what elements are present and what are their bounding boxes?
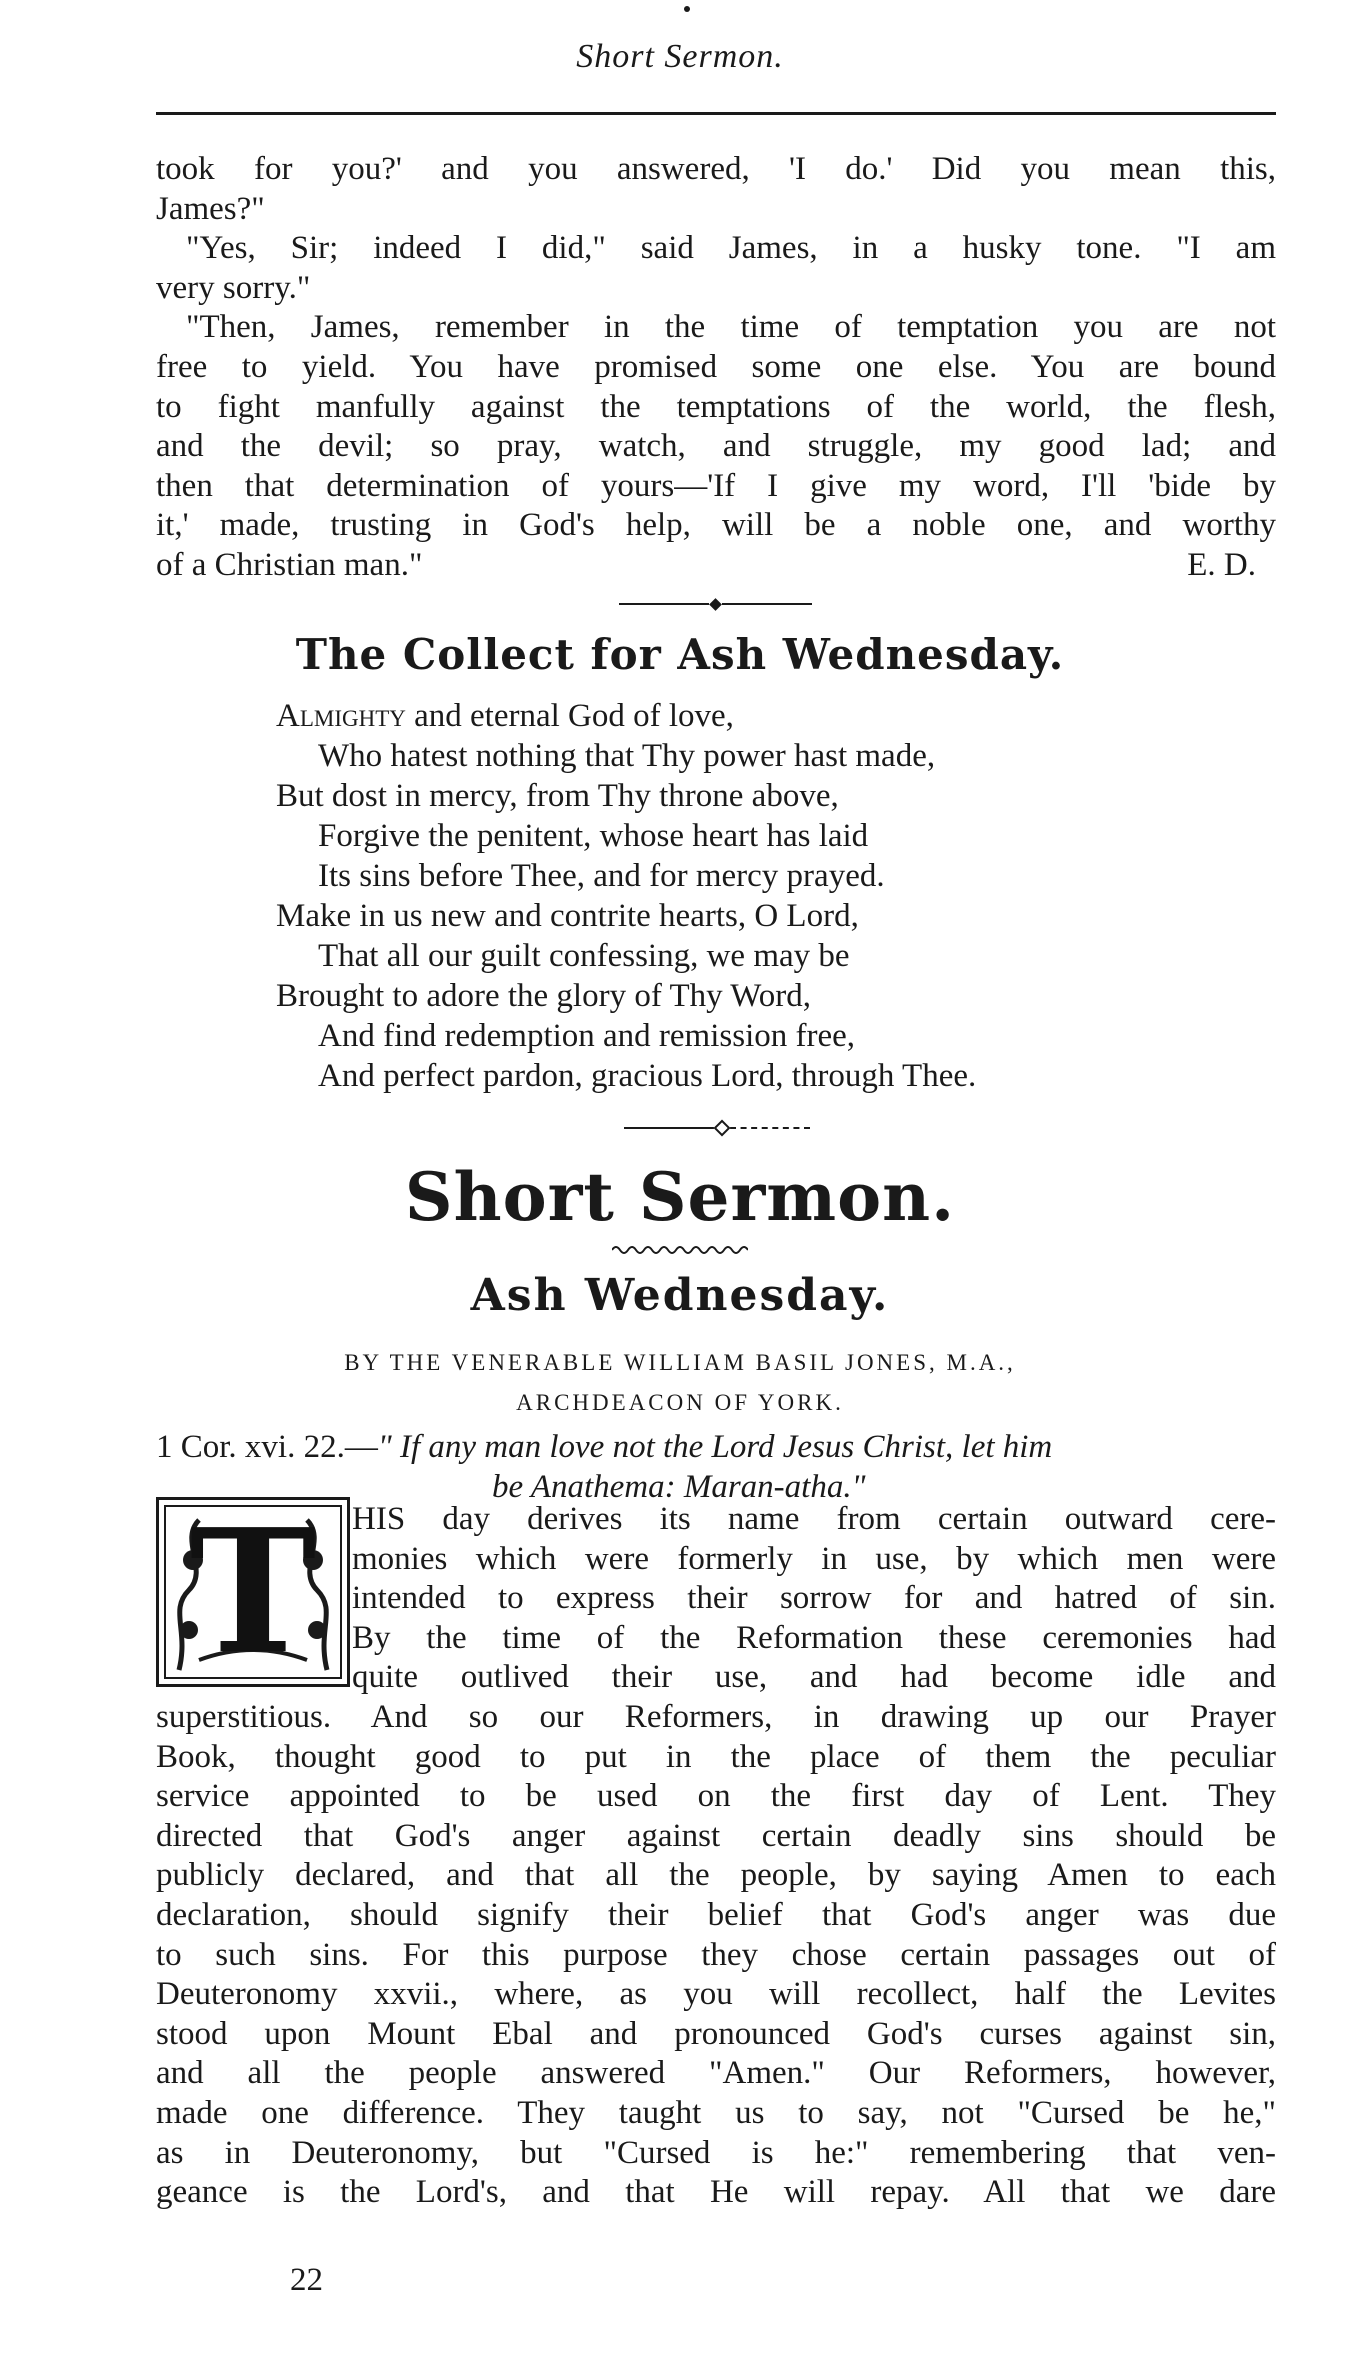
opening-line: then that determination of yours—'If I give my word, I'll 'bide by [156,467,1276,504]
paragraph-line: superstitious. And so our Reformers, in drawing up our Prayer [156,1699,1276,1735]
wavy-rule-icon [612,1244,748,1256]
running-head: Short Sermon. [576,38,784,75]
opening-text [156,150,1276,586]
paragraph-line: intended to express their sorrow for and hatred of sin. [352,1580,1276,1617]
initial-letter: T [189,1492,317,1692]
opening-line: "Then, James, remember in the time of temptation you are not [186,309,1276,346]
opening-line: to fight manfully against the temptations of the world, the flesh, [156,388,1276,425]
paragraph-line: stood upon Mount Ebal and pronounced God's curses against sin, [156,2015,1276,2052]
sermon-title: Short Sermon. [404,1158,956,1236]
byline-author: BY THE VENERABLE WILLIAM BASIL JONES, M.A., [344,1350,1016,1375]
paragraph-line: monies which were formerly in use, by which men were [352,1540,1276,1577]
paragraph-line: publicly declared, and that all the people, by saying Amen to each [156,1857,1276,1894]
paragraph-line: as in Deuteronomy, but "Cursed is he:" remembering that ven- [156,2134,1276,2171]
poem-line: Forgive the penitent, whose heart has laid [318,818,869,854]
paragraph-line: Deuteronomy xxvii., where, as you will recollect, half the Levites [156,1976,1276,2013]
poem-first-word: Almighty [276,698,406,734]
scripture-text [156,1428,1276,1466]
byline-title: ARCHDEACON OF YORK. [516,1390,844,1415]
opening-line: very sorry." [156,269,311,306]
paragraph-line: made one difference. They taught us to say, not "Cursed be he," [156,2094,1276,2131]
scripture-reference: 1 Cor. xvi. 22.— [156,1429,378,1465]
paragraph-line: service appointed to be used on the first day of Lent. They [156,1778,1276,1815]
poem-line: Brought to adore the glory of Thy Word, [276,978,812,1014]
decorated-initial [156,1492,350,1692]
opening-line: took for you?' and you answered, 'I do.' Did you mean this, [156,151,1276,187]
poem-line: And perfect pardon, gracious Lord, through Thee. [318,1058,977,1094]
dropcap-paragraph [352,1500,1276,1698]
opening-line: "Yes, Sir; indeed I did," said James, in a husky tone. "I am [186,230,1276,267]
section-ornament [612,1118,822,1138]
paragraph-line: HIS day derives its name from certain outward cere- [352,1501,1276,1537]
opening-last-line: of a Christian man." [156,546,423,583]
poem-line: Almighty and eternal God of love, [276,698,734,734]
paragraph-line: to such sins. For this purpose they chose certain passages out of [156,1936,1276,1973]
paragraph-line: directed that God's anger against certain deadly sins should be [156,1817,1276,1854]
paragraph-line: Book, thought good to put in the place of them the peculiar [156,1738,1276,1775]
opening-line: it,' made, trusting in God's help, will be a noble one, and worthy [156,507,1276,544]
diamond-ornament-icon [709,598,722,611]
paragraph-line: quite outlived their use, and had become idle and [352,1659,1276,1696]
opening-line: free to yield. You have promised some one else. You are bound [156,348,1276,385]
sermon-subtitle: Ash Wednesday. [470,1270,890,1321]
poem-line: But dost in mercy, from Thy throne above, [276,778,839,814]
poem-line: Who hatest nothing that Thy power hast made, [318,738,936,774]
scripture-quote-cont: be Anathema: Maran-atha." [492,1469,866,1505]
poem-line: Its sins before Thee, and for mercy prayed. [318,858,885,894]
paragraph-line: By the time of the Reformation these ceremonies had [352,1619,1276,1656]
diamond-ornament-icon [714,1120,731,1137]
paragraph-line: geance is the Lord's, and that He will repay. All that we dare [156,2174,1276,2211]
paragraph-line: and all the people answered "Amen." Our Reformers, however, [156,2055,1276,2092]
section-ornament [610,594,820,614]
scripture-quote: " If any man love not the Lord Jesus Christ, let him [377,1429,1053,1465]
collect-heading: The Collect for Ash Wednesday. [295,630,1065,679]
opening-line: and the devil; so pray, watch, and struggle, my good lad; and [156,428,1276,465]
signature: E. D. [1187,546,1256,583]
poem-line: Make in us new and contrite hearts, O Lord, [276,898,859,934]
sermon-paragraph [156,1698,1276,2213]
header-rule [156,112,1276,115]
poem-line: And find redemption and remission free, [318,1018,856,1054]
page-number: 22 [290,2262,323,2298]
opening-line: James?" [156,190,265,227]
signoff-line [156,546,1276,586]
paragraph-line: declaration, should signify their belief that God's anger was due [156,1896,1276,1933]
collect-poem [276,696,1176,1096]
printer-dot [684,6,690,12]
poem-line: That all our guilt confessing, we may be [318,938,850,974]
